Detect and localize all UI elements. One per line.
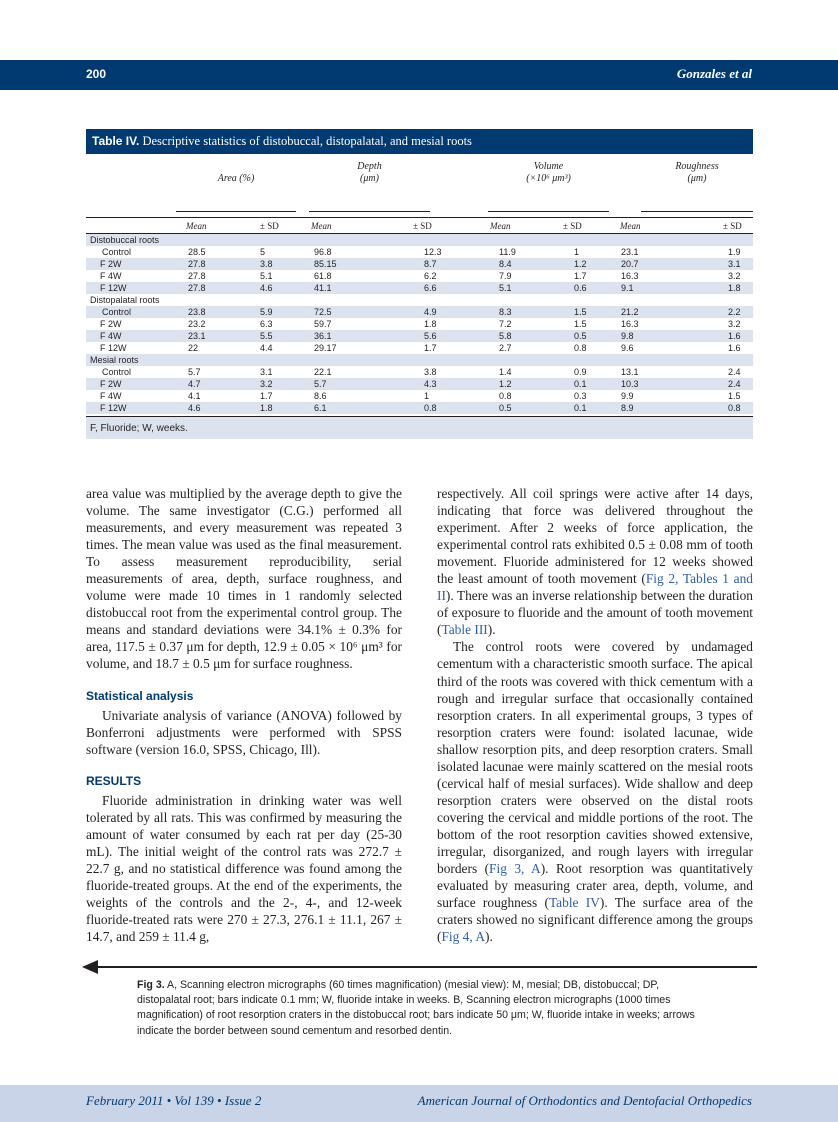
table-cell: 59.7 — [314, 319, 332, 329]
row-label: F 12W — [100, 283, 127, 293]
table-cell: 23.1 — [188, 331, 206, 341]
table-cell: 4.4 — [260, 343, 273, 353]
table-row — [86, 306, 753, 318]
table-cell: 9.8 — [621, 331, 634, 341]
table-cell: 11.9 — [499, 247, 516, 257]
roughness-header-rule — [641, 211, 753, 212]
area-sd-header: ± SD — [260, 221, 279, 231]
table-section-header: Mesial roots — [86, 354, 753, 366]
table-cell: 1.5 — [728, 391, 741, 401]
depth-header-rule — [309, 211, 430, 212]
page-header-bar — [0, 60, 838, 90]
table-sub-header — [86, 217, 753, 234]
table-cell: 0.5 — [574, 331, 587, 341]
table-cell: 23.1 — [621, 247, 639, 257]
volume-header: Volume — [533, 161, 564, 172]
table-cell: 0.9 — [574, 367, 587, 377]
table-cell: 4.6 — [188, 403, 201, 413]
table-cell: 3.2 — [728, 319, 741, 329]
table-cell: 0.1 — [574, 403, 587, 413]
text-run: ). There was an inverse relationship between the duration of exposure to fluoride and the amount of tooth movement ( — [437, 588, 753, 638]
table-cell: 2.4 — [728, 379, 741, 389]
table-cell: 2.2 — [728, 307, 741, 317]
table-cell: 7.9 — [499, 271, 512, 281]
row-label: F 4W — [100, 271, 122, 281]
table-row — [86, 246, 753, 258]
table-section-header: Distopalatal roots — [90, 295, 160, 305]
table-cell: 6.6 — [424, 283, 437, 293]
table-cell: 20.7 — [621, 259, 639, 269]
table-label: Table IV. — [92, 134, 140, 148]
table-cell: 22 — [188, 343, 199, 353]
table-row — [86, 258, 753, 270]
table-row — [86, 342, 753, 354]
table-cell: 0.8 — [574, 343, 587, 353]
table-cell: 0.8 — [728, 403, 741, 413]
table-cell: 5.5 — [260, 331, 273, 341]
row-label: F 2W — [100, 319, 122, 329]
table-body — [86, 234, 753, 414]
table-cell: 3.1 — [728, 259, 741, 269]
table-cell: 16.3 — [621, 319, 639, 329]
table-cell: 5.1 — [260, 271, 273, 281]
table-cell: 28.5 — [188, 247, 206, 257]
table-cell: 23.8 — [188, 307, 206, 317]
depth-sd-header: ± SD — [413, 221, 432, 231]
table-cell: 5.7 — [188, 367, 201, 377]
paragraph — [437, 638, 753, 945]
figure-caption-text: A, Scanning electron micrographs (60 times magnification) (mesial view): M, mesial; DB, distobuccal; DP, distopalatal root; bars indicate 0.1 mm; W, fluoride intake in weeks. B, Scanning electron micrographs (1000 times magnification) of root resorption craters in the distobuccal root; bars indicate 50 μm; W, fluoride intake in weeks; arrows indicate the border between sound cementum and resorbed dentin. — [137, 979, 695, 1037]
table-cell: 8.4 — [499, 259, 512, 269]
table-link[interactable]: Table IV — [548, 895, 600, 911]
table-cell: 29.17 — [314, 343, 337, 353]
table-cell: 22.1 — [314, 367, 332, 377]
row-label: Control — [102, 307, 132, 317]
text-run: The control roots were covered by undamaged cementum with a characteristic smooth surface. The apical third of the roots was covered with thick cementum with a rough and irregular surface that occasionally contained resorption craters. In all experimental groups, 3 types of resorption craters were found: isolated lacunae, wide shallow resorption pits, and deep resorption craters. Small isolated lacunae were mainly scattered on the mesial roots (cervical half of mesial surfaces). Wide shallow and deep resorption craters were observed on the distal roots covering the cervical and middle portions of the root. The bottom of the root resorption cavities showed extensive, irregular, disorganized, and rough layers with irregular borders ( — [437, 639, 753, 877]
table-cell: 4.1 — [188, 391, 201, 401]
row-label: Control — [102, 247, 132, 257]
area-header-rule — [176, 211, 296, 212]
footer-journal: American Journal of Orthodontics and Dentofacial Orthopedics — [417, 1093, 752, 1108]
section-heading-results: RESULTS — [86, 773, 142, 788]
table-cell: 13.1 — [621, 367, 639, 377]
table-row — [86, 282, 753, 294]
table-cell: 5.7 — [314, 379, 327, 389]
table-cell: 8.6 — [314, 391, 327, 401]
volume-sd-header: ± SD — [563, 221, 582, 231]
table-cell: 4.7 — [188, 379, 201, 389]
row-label: F 2W — [100, 379, 122, 389]
table-cell: 0.6 — [574, 283, 587, 293]
table-cell: 3.1 — [260, 367, 273, 377]
table-cell: 5.9 — [260, 307, 273, 317]
table-cell: 3.2 — [260, 379, 273, 389]
paragraph — [437, 485, 753, 638]
table-cell: 1.7 — [424, 343, 437, 353]
table-cell: 41.1 — [314, 283, 332, 293]
figure-caption — [137, 978, 707, 1039]
table-cell: 10.3 — [621, 379, 639, 389]
table-iv — [86, 129, 753, 439]
figure-arrow-icon — [82, 959, 757, 975]
table-cell: 6.3 — [260, 319, 273, 329]
table-cell: 1.7 — [260, 391, 273, 401]
table-title-bar — [86, 129, 753, 154]
table-cell: 9.1 — [621, 283, 634, 293]
volume-header-rule — [488, 211, 609, 212]
table-cell: 27.8 — [188, 283, 206, 293]
table-cell: 3.8 — [260, 259, 273, 269]
table-cell: 1.9 — [728, 247, 741, 257]
page-number: 200 — [86, 67, 107, 81]
table-cell: 9.9 — [621, 391, 634, 401]
table-cell: 8.3 — [499, 307, 512, 317]
table-cell: 96.8 — [314, 247, 332, 257]
table-cell: 1.2 — [499, 379, 512, 389]
paragraph: Fluoride administration in drinking water was well tolerated by all rats. This was confirmed by measuring the amount of water consumed by each rat per day (25-30 mL). The initial weight of the control rats was 272.7 ± 22.7 g, and no statistical difference was found among the fluoride-treated groups. At the end of the experiments, the weights of the controls and the 2-, 4-, and 12-week fluoride-treated rats were 270 ± 27.3, 276.1 ± 11.1, 267 ± 14.7, and 259 ± 11.4 g, — [86, 792, 402, 945]
table-cell: 0.3 — [574, 391, 587, 401]
text-run: ). — [487, 622, 496, 638]
table-cell: 85.15 — [314, 259, 337, 269]
row-label: Control — [102, 367, 132, 377]
paragraph: Univariate analysis of variance (ANOVA) followed by Bonferroni adjustments were performed with SPSS software (version 16.0, SPSS, Chicago, Ill). — [86, 707, 402, 757]
running-head: Gonzales et al — [676, 66, 752, 81]
table-cell: 16.3 — [621, 271, 639, 281]
table-cell: 36.1 — [314, 331, 332, 341]
table-cell: 7.2 — [499, 319, 512, 329]
table-footnote: F, Fluoride; W, weeks. — [86, 417, 753, 439]
left-column — [86, 485, 402, 945]
figure-link[interactable]: Fig 4, A — [441, 929, 486, 945]
table-cell: 12.3 — [424, 247, 442, 257]
volume-mean-header: Mean — [490, 221, 511, 231]
table-cell: 27.8 — [188, 259, 206, 269]
table-cell: 1.4 — [499, 367, 512, 377]
table-cell: 5.8 — [499, 331, 512, 341]
table-cell: 1.8 — [424, 319, 437, 329]
table-cell: 0.8 — [499, 391, 512, 401]
table-row — [86, 402, 753, 414]
table-cell: 21.2 — [621, 307, 639, 317]
table-cell: 5.6 — [424, 331, 437, 341]
table-cell: 5.1 — [499, 283, 512, 293]
table-cell: 4.6 — [260, 283, 273, 293]
table-row — [86, 378, 753, 390]
table-title: Descriptive statistics of distobuccal, distopalatal, and mesial roots — [142, 134, 472, 148]
row-label: F 12W — [100, 343, 127, 353]
table-cell: 4.9 — [424, 307, 437, 317]
table-row — [86, 270, 753, 282]
table-row — [86, 390, 753, 402]
volume-unit: (×10⁶ μm³) — [526, 173, 571, 184]
row-label: F 12W — [100, 403, 127, 413]
roughness-mean-header: Mean — [620, 221, 641, 231]
table-cell: 23.2 — [188, 319, 206, 329]
depth-unit: (μm) — [360, 173, 379, 184]
row-label: F 2W — [100, 259, 122, 269]
table-cell: 1.2 — [574, 259, 587, 269]
table-link[interactable]: Table III — [441, 622, 488, 638]
table-cell: 6.2 — [424, 271, 437, 281]
text-run: ). — [485, 929, 493, 945]
table-cell: 8.7 — [424, 259, 437, 269]
table-cell: 72.5 — [314, 307, 332, 317]
paragraph: area value was multiplied by the average depth to give the volume. The same investigator (C.G.) performed all measurements, and every measurement was repeated 3 times. The mean value was used as the final measurement. To assess measurement reproducibility, serial measurements of area, depth, surface roughness, and volume were made 10 times in 1 randomly selected distobuccal root from the experimental control group. The means and standard deviations were 34.1% ± 0.3% for area, 117.5 ± 0.37 μm for depth, 12.9 ± 0.05 × 10⁶ μm³ for volume, and 18.7 ± 0.5 μm for surface roughness. — [86, 486, 402, 672]
roughness-header: Roughness — [675, 161, 719, 172]
section-heading-statistical-analysis: Statistical analysis — [86, 688, 194, 703]
table-cell: 3.2 — [728, 271, 741, 281]
table-cell: 2.7 — [499, 343, 512, 353]
table-cell: 5 — [260, 247, 266, 257]
table-cell: 1.7 — [574, 271, 587, 281]
table-cell: 2.4 — [728, 367, 741, 377]
table-cell: 27.8 — [188, 271, 206, 281]
table-cell: 0.8 — [424, 403, 437, 413]
table-row — [86, 366, 753, 378]
table-cell: 9.6 — [621, 343, 634, 353]
area-header: Area (%) — [217, 173, 255, 184]
area-mean-header: Mean — [186, 221, 207, 231]
text-run: respectively. All coil springs were active after 14 days, indicating that force was delivered throughout the experiment. After 2 weeks of force application, the experimental control rats exhibited 0.5 ± 0.08 mm of tooth movement. Fluoride administered for 12 weeks showed the least amount of tooth movement ( — [437, 486, 753, 587]
table-row — [86, 330, 753, 342]
table-link[interactable]: Tables 1 and II — [437, 571, 753, 604]
table-cell: 3.8 — [424, 367, 437, 377]
table-cell: 0.1 — [574, 379, 587, 389]
roughness-unit: (μm) — [687, 173, 707, 184]
row-label: F 4W — [100, 331, 122, 341]
depth-mean-header: Mean — [311, 221, 332, 231]
table-cell: 1.8 — [260, 403, 273, 413]
row-label: F 4W — [100, 391, 122, 401]
table-cell: 4.3 — [424, 379, 437, 389]
text-run: ). The surface area of the craters showed no significant difference among the groups ( — [437, 895, 753, 945]
figure-link[interactable]: Fig 2, — [645, 571, 679, 587]
figure-link[interactable]: Fig 3, A — [489, 861, 541, 877]
roughness-sd-header: ± SD — [723, 221, 742, 231]
table-cell: 1.5 — [574, 319, 587, 329]
table-cell: 61.8 — [314, 271, 332, 281]
table-cell: 1 — [574, 247, 580, 257]
table-cell: 1.6 — [728, 343, 741, 353]
table-section-header: Distobuccal roots — [86, 234, 753, 246]
table-group-header — [86, 154, 753, 217]
table-cell: 1.8 — [728, 283, 741, 293]
right-column — [437, 485, 753, 945]
page-footer-bar — [0, 1085, 838, 1122]
table-row — [86, 318, 753, 330]
depth-header: Depth — [357, 161, 382, 172]
table-cell: 8.9 — [621, 403, 634, 413]
figure-label: Fig 3. — [137, 979, 165, 991]
table-cell: 6.1 — [314, 403, 327, 413]
table-cell: 1.5 — [574, 307, 587, 317]
text-run: ). Root resorption was quantitatively evaluated by measuring crater area, depth, volume, and surface roughness ( — [437, 861, 753, 911]
table-cell: 0.5 — [499, 403, 512, 413]
table-cell: 1 — [424, 391, 430, 401]
table-cell: 1.6 — [728, 331, 741, 341]
footer-issue: February 2011 • Vol 139 • Issue 2 — [86, 1093, 262, 1108]
